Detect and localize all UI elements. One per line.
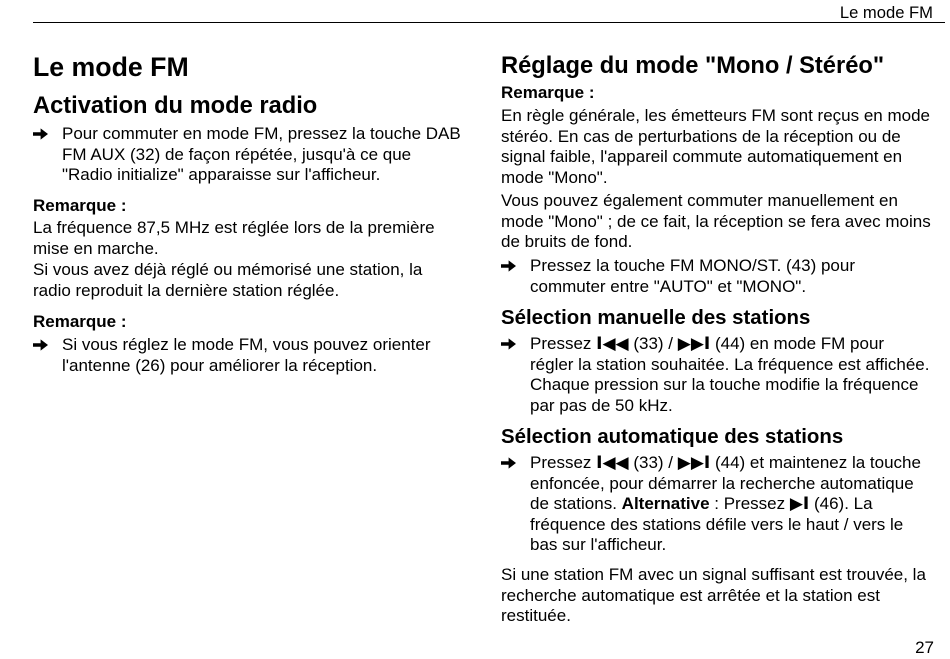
instruction-line: Pressez la touche FM MONO/ST. (43) pour [530,256,855,275]
instruction-line: enfoncée, pour démarrer la recherche automatique [530,473,914,493]
paragraph-line: de bruits de fond. [501,232,633,251]
paragraph-line: mode "Mono" ; de ce fait, la réception se fera avec moins [501,211,931,231]
arrow-right-icon [501,457,516,469]
next-station-symbol: ▶▶I [677,334,711,354]
note-label: Remarque : [33,196,127,215]
paragraph-line: mode "Mono". [501,167,608,187]
section-heading-mono-stereo: Réglage du mode "Mono / Stéréo" [501,53,885,79]
text-segment: de stations. [530,494,622,513]
instruction-line: Si vous réglez le mode FM, vous pouvez orienter [62,335,431,354]
paragraph-line: recherche automatique est arrêtée et la station est [501,585,880,605]
text-segment: (44) en mode FM pour [710,334,885,353]
arrow-right-icon [33,128,48,140]
section-heading-activation: Activation du mode radio [33,93,318,119]
paragraph-line: radio reproduit la dernière station réglée. [33,280,340,300]
instruction-line [530,453,921,474]
instruction-line: Chaque pression sur la touche modifie la fréquence [530,375,919,394]
text-segment: (46). La [809,494,873,513]
instruction-line: "Radio initialize" apparaisse sur l'afficheur. [62,165,381,184]
section-heading-auto-search: Sélection automatique des stations [501,426,844,448]
auto-search-result-paragraph [501,565,926,627]
paragraph-line: mise en marche. [33,238,159,258]
instruction-line: Pour commuter en mode FM, pressez la touche DAB [62,124,461,143]
text-segment: Pressez [530,334,597,353]
paragraph-line: Si vous avez déjà réglé ou mémorisé une station, la [33,260,423,279]
text-segment: (44) et maintenez la touche [710,453,921,472]
instruction-text [62,124,461,186]
next-station-symbol: ▶▶I [677,453,711,473]
paragraph-line: La fréquence 87,5 MHz est réglée lors de la première [33,218,435,237]
instruction-line: bas sur l'afficheur. [530,535,667,554]
note-label: Remarque : [501,83,595,102]
instruction-line [530,494,921,515]
instruction-line: FM AUX (32) de façon répétée, jusqu'à ce que [62,144,412,164]
mono-stereo-paragraph [501,191,931,253]
instruction-text [530,453,921,556]
mono-stereo-paragraph [501,106,930,188]
text-segment: (33) / [628,334,678,353]
paragraph-line: En règle générale, les émetteurs FM sont reçus en mode [501,106,930,125]
text-segment: (33) / [628,453,678,472]
paragraph-line: Si une station FM avec un signal suffisant est trouvée, la [501,565,926,584]
section-heading-manual-tuning: Sélection manuelle des stations [501,307,811,329]
alternative-label: Alternative [621,494,710,513]
note-label: Remarque : [33,312,127,331]
arrow-right-icon [501,338,516,350]
page-number: 27 [915,638,934,657]
paragraph-line: Vous pouvez également commuter manuellement en [501,191,898,210]
previous-station-symbol: I◀◀ [596,453,629,473]
arrow-right-icon [501,260,516,272]
instruction-line: fréquence des stations défile vers le haut / vers le [530,514,904,534]
arrow-right-icon [33,339,48,351]
note-paragraph [33,260,422,301]
instruction-text [530,256,855,297]
instruction-line [530,334,929,355]
note-paragraph [33,218,435,259]
instruction-line: régler la station souhaitée. La fréquence est affichée. [530,354,930,374]
previous-station-symbol: I◀◀ [596,334,629,354]
text-segment: Pressez [530,453,597,472]
instruction-text [62,335,431,376]
page-title: Le mode FM [33,52,189,82]
left-column [33,0,473,656]
paragraph-line: restituée. [501,606,571,625]
instruction-text [530,334,929,416]
paragraph-line: stéréo. En cas de perturbations de la réception ou de [501,126,901,146]
right-column [501,0,941,656]
instruction-line: commuter entre "AUTO" et "MONO". [530,276,807,296]
skip-next-symbol: ▶I [789,494,810,514]
instruction-line: l'antenne (26) pour améliorer la réception. [62,355,378,375]
text-segment: : Pressez [709,494,790,513]
instruction-line: par pas de 50 kHz. [530,395,673,415]
paragraph-line: signal faible, l'appareil commute automatiquement en [501,147,903,166]
running-title: Le mode FM [839,3,933,22]
